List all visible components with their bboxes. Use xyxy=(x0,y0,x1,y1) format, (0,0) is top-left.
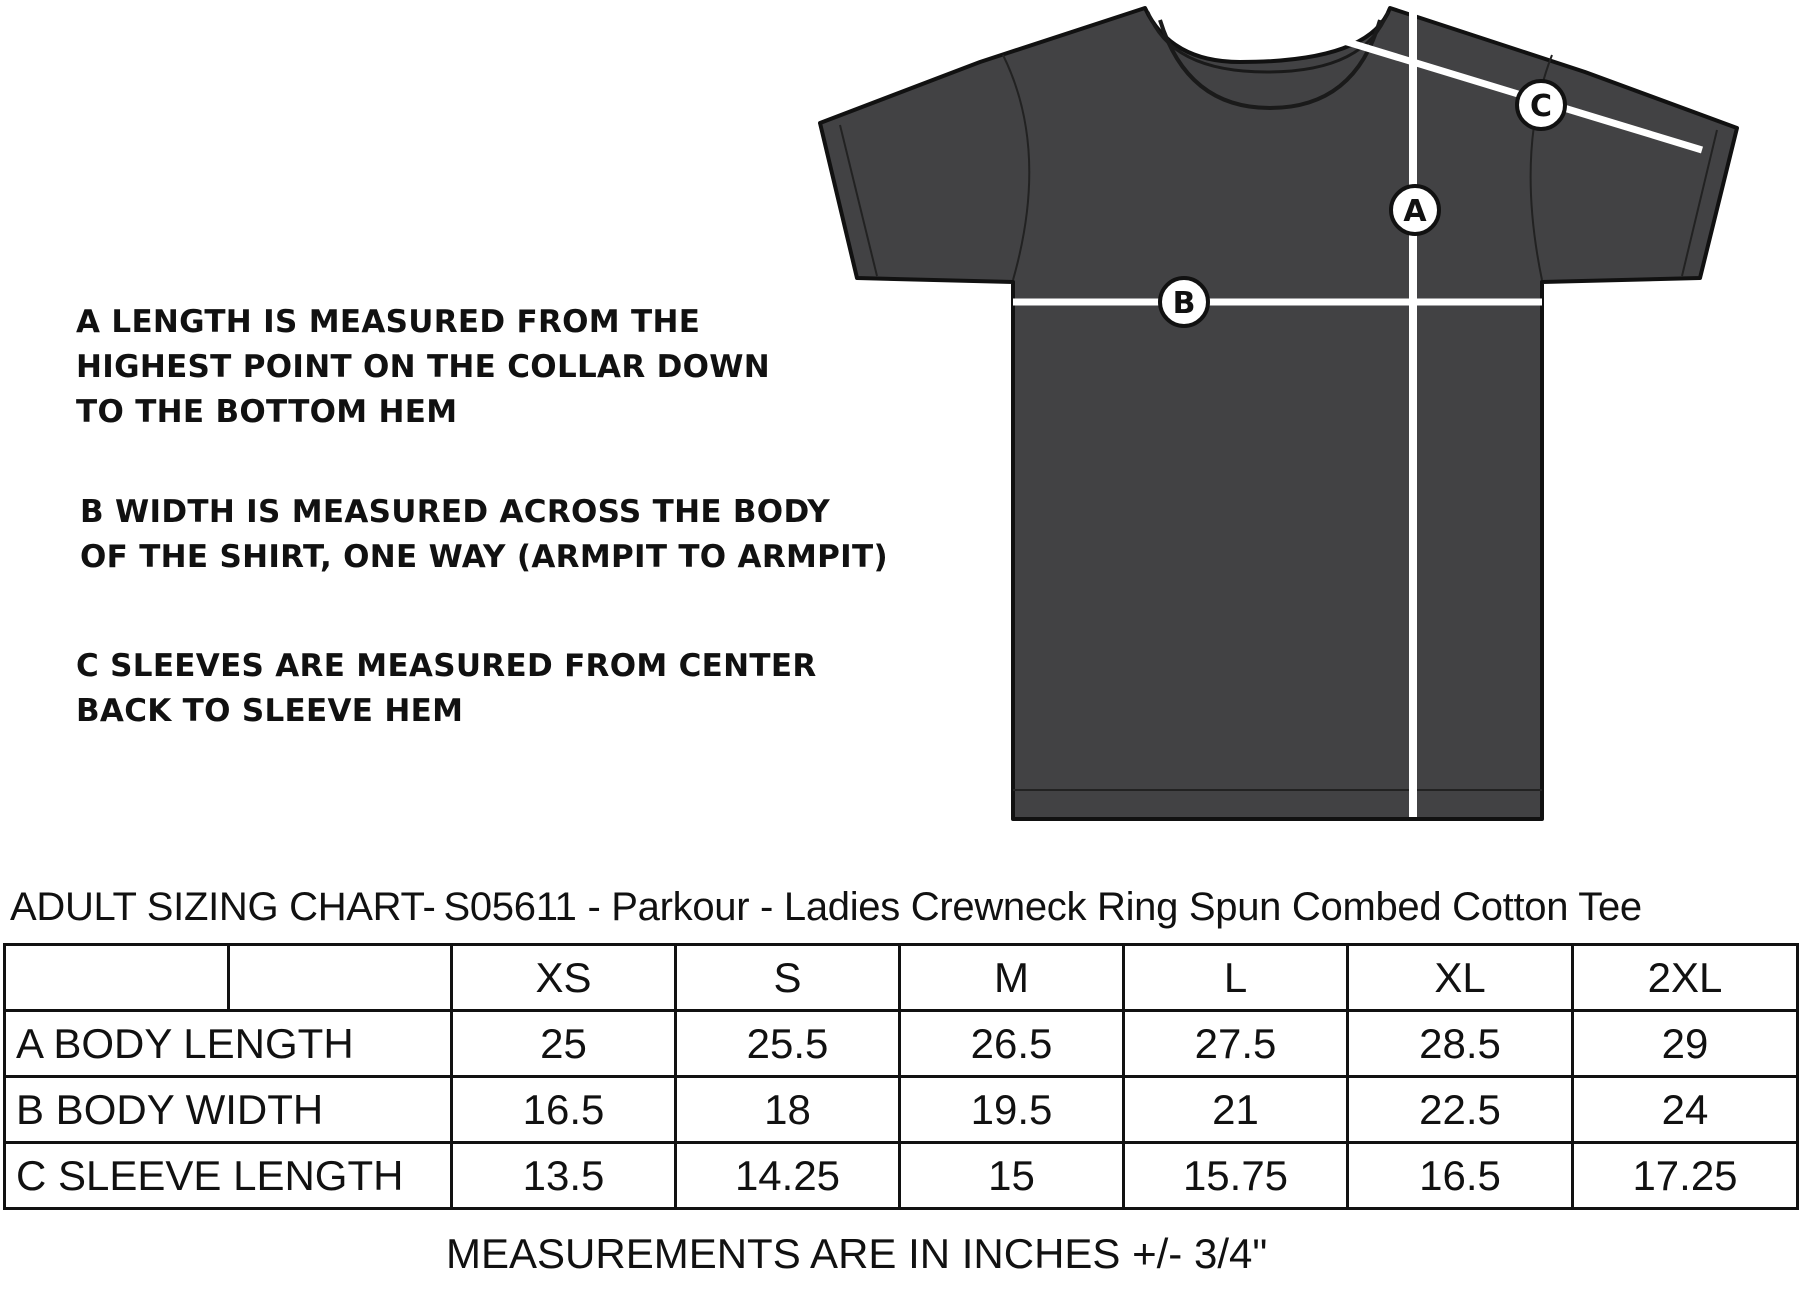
table-cell: 18 xyxy=(676,1077,900,1143)
table-cell: 13.5 xyxy=(452,1143,676,1209)
tshirt-measurement-diagram xyxy=(815,0,1750,830)
table-cell: 15.75 xyxy=(1124,1143,1348,1209)
size-header: 2XL xyxy=(1573,945,1798,1011)
table-cell: 14.25 xyxy=(676,1143,900,1209)
table-cell: 24 xyxy=(1573,1077,1798,1143)
sizing-chart-title xyxy=(10,885,1642,930)
svg-text:B: B xyxy=(1172,286,1196,321)
svg-text:C: C xyxy=(1529,89,1553,124)
size-header: XS xyxy=(452,945,676,1011)
tshirt-silhouette xyxy=(820,8,1737,819)
size-header: M xyxy=(900,945,1124,1011)
chart-title-product: S05611 - Parkour - Ladies Crewneck Ring Spun Combed Cotton Tee xyxy=(443,885,1642,929)
marker-c xyxy=(1517,81,1565,129)
table-cell: 27.5 xyxy=(1124,1011,1348,1077)
table-cell: 17.25 xyxy=(1573,1143,1798,1209)
instruction-width: B WIDTH IS MEASURED ACROSS THE BODY OF THE SHIRT, ONE WAY (ARMPIT TO ARMPIT) xyxy=(80,494,888,575)
size-header: L xyxy=(1124,945,1348,1011)
table-cell: 25.5 xyxy=(676,1011,900,1077)
size-header: S xyxy=(676,945,900,1011)
table-cell: 16.5 xyxy=(1348,1143,1573,1209)
header-empty-cell xyxy=(5,945,229,1011)
marker-a xyxy=(1391,186,1439,234)
header-empty-cell xyxy=(229,945,452,1011)
instruction-sleeve: C SLEEVES ARE MEASURED FROM CENTER BACK TO SLEEVE HEM xyxy=(76,648,817,729)
measurement-footnote: MEASUREMENTS ARE IN INCHES +/- 3/4" xyxy=(446,1230,1268,1277)
row-label-body-width: B BODY WIDTH xyxy=(5,1077,452,1143)
size-header: XL xyxy=(1348,945,1573,1011)
table-cell: 25 xyxy=(452,1011,676,1077)
instruction-length: A LENGTH IS MEASURED FROM THE HIGHEST POINT ON THE COLLAR DOWN TO THE BOTTOM HEM xyxy=(76,304,771,430)
table-header-row xyxy=(5,945,1798,1011)
row-label-sleeve-length: C SLEEVE LENGTH xyxy=(5,1143,452,1209)
table-cell: 29 xyxy=(1573,1011,1798,1077)
table-cell: 16.5 xyxy=(452,1077,676,1143)
table-row xyxy=(5,1011,1798,1077)
table-cell: 21 xyxy=(1124,1077,1348,1143)
table-cell: 26.5 xyxy=(900,1011,1124,1077)
table-row xyxy=(5,1077,1798,1143)
table-cell: 15 xyxy=(900,1143,1124,1209)
row-label-body-length: A BODY LENGTH xyxy=(5,1011,452,1077)
chart-title-prefix: ADULT SIZING CHART- xyxy=(10,885,436,929)
marker-b xyxy=(1160,278,1208,326)
svg-text:A: A xyxy=(1403,194,1427,229)
sizing-table xyxy=(3,943,1799,1210)
table-cell: 22.5 xyxy=(1348,1077,1573,1143)
table-row xyxy=(5,1143,1798,1209)
table-cell: 28.5 xyxy=(1348,1011,1573,1077)
table-cell: 19.5 xyxy=(900,1077,1124,1143)
